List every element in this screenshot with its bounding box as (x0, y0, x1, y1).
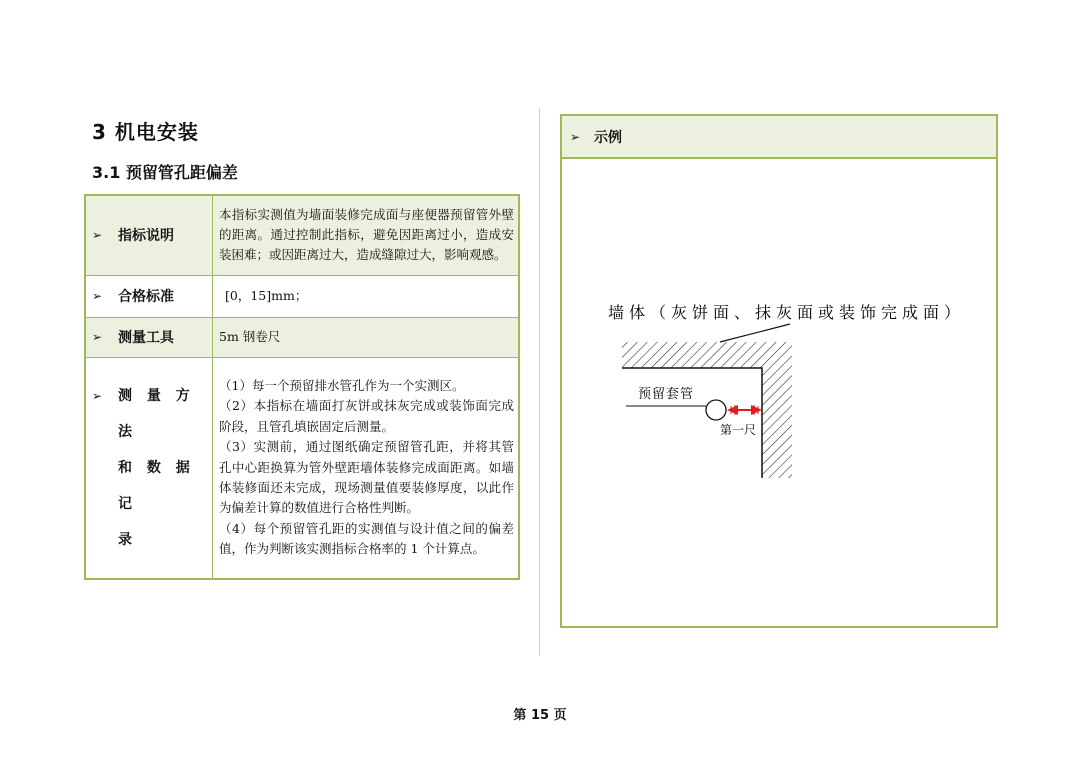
arrow-bullet-icon: ➢ (92, 228, 103, 243)
wall-leader-line (720, 324, 790, 342)
wall-pipe-diagram (600, 290, 970, 490)
label-indicator-description: 指标说明 (118, 228, 174, 245)
row-measuring-tool (85, 317, 519, 357)
arrow-bullet-icon: ➢ (92, 289, 103, 303)
subsection-heading: 3.1 预留管孔距偏差 (92, 163, 238, 182)
pipe-sleeve-circle (706, 400, 726, 420)
page-number: 第 15 页 (513, 708, 567, 723)
example-title: 示例 (594, 129, 622, 146)
sleeve-label: 预留套管 (638, 387, 695, 402)
method-paragraph-3: （3）实测前，通过图纸确定预留管孔距，并将其管孔中心距换算为管外壁距墙体装修完成面距离。如墙体装修面还未完成，现场测量值要装修厚度，以此作为偏差计算的数值进行合格性判断。 (219, 439, 514, 516)
arrow-bullet-icon: ➢ (92, 330, 103, 344)
indicator-table (84, 194, 520, 580)
measure-arrow-left-icon (727, 405, 738, 415)
value-measurement-method (213, 357, 520, 579)
label-method-line3: 录 (118, 531, 137, 548)
method-paragraph-4: （4）每个预留管孔距的实测值与设计值之间的偏差值，作为判断该实测指标合格率的 1 个计算点。 (219, 520, 514, 557)
row-indicator-description (85, 195, 519, 275)
section-heading: 3 机电安装 (92, 120, 199, 144)
wall-label: 墙体（灰饼面、抹灰面或装饰完成面） (608, 303, 966, 322)
example-header (562, 116, 996, 159)
column-divider (539, 108, 540, 656)
label-method-line1: 测 量 方 法 (118, 387, 195, 440)
measure-arrow-right-icon (751, 405, 762, 415)
row-qualification-standard (85, 275, 519, 317)
arrow-bullet-icon: ➢ (570, 129, 581, 144)
method-paragraph-2: （2）本指标在墙面打灰饼或抹灰完成或装饰面完成阶段，且管孔填嵌固定后测量。 (219, 398, 514, 434)
label-qualification-standard: 合格标准 (118, 289, 174, 305)
ruler-label: 第一尺 (720, 423, 757, 437)
value-measuring-tool: 5m 钢卷尺 (213, 317, 520, 357)
label-method-line2: 和 数 据 记 (118, 459, 195, 512)
row-measurement-method (85, 357, 519, 579)
arrow-bullet-icon: ➢ (92, 388, 103, 403)
label-measuring-tool: 测量工具 (118, 330, 174, 346)
value-indicator-description: 本指标实测值为墙面装修完成面与座便器预留管外壁的距离。通过控制此指标，避免因距离过小，造成安装困难；或因距离过大，造成缝隙过大，影响观感。 (213, 195, 520, 275)
method-paragraph-1: （1）每一个预留排水管孔作为一个实测区。 (219, 377, 465, 393)
value-qualification-standard: [0，15]mm； (213, 275, 520, 317)
